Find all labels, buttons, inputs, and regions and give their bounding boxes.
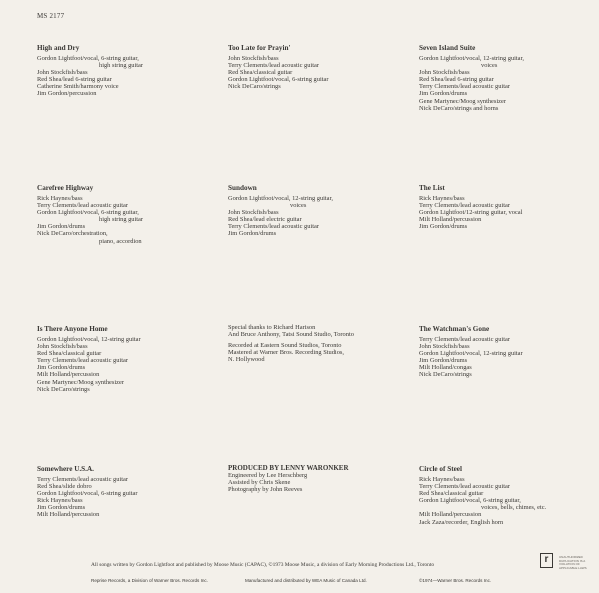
distribution-note: Manufactured and distributed by WEA Music of Canada Ltd. [245,578,367,583]
credit-line: Terry Clements/lead acoustic guitar [228,62,319,70]
song-block-9 [37,465,197,519]
credit-line: Gordon Lightfoot/vocal, 12-string guitar, [228,195,333,202]
credit-line: Gordon Lightfoot/vocal, 6-string guitar, [37,55,139,62]
song-block-5 [228,184,388,238]
credit-line: voices [290,202,307,210]
credit-line: Terry Clements/lead acoustic guitar [419,483,510,491]
credit-line: Jim Gordon/drums [419,357,468,365]
song-block-6 [419,184,579,230]
credit-line: Milt Holland/percussion [37,371,100,379]
thanks-block [228,324,403,363]
credit-line: Catherine Smith/harmony voice [37,83,119,91]
song-title: Too Late for Prayin' [228,44,291,52]
credit-line: Nick DeCaro/orchestration, [37,230,108,238]
credit-line: John Stockfish/bass [228,209,279,217]
credit-line: John Stockfish/bass [37,343,88,351]
credit-line: Red Shea/classical guitar [419,490,484,498]
credit-line: Gordon Lightfoot/vocal, 12-string guitar, [419,55,524,62]
credit-line: John Stockfish/bass [419,343,470,351]
song-title: The List [419,184,445,192]
song-block-1 [37,44,197,98]
credit-line: Rick Haynes/bass [37,195,83,202]
recorded-line: Mastered at Warner Bros. Recording Studios, [228,349,344,357]
credit-line: Rick Haynes/bass [419,195,465,202]
credit-line: Gordon Lightfoot/vocal, 6-string guitar, [419,497,521,505]
credit-line: Milt Holland/percussion [419,511,482,519]
song-title: Circle of Steel [419,465,462,473]
credit-line: Nick DeCaro/strings and horns [419,104,499,112]
credit-line: Jim Gordon/drums [37,364,86,372]
song-title: High and Dry [37,44,80,52]
song-title: Sundown [228,184,257,192]
credit-line: Nick DeCaro/strings [37,385,90,393]
credit-line: Nick DeCaro/strings [228,83,281,91]
song-block-4 [37,184,197,245]
credit-line: John Stockfish/bass [37,69,88,77]
credit-line: Milt Holland/congas [419,364,472,372]
label-note: Reprise Records, a Division of Warner Bros. Records Inc. [91,578,209,583]
song-block-8 [419,325,579,379]
credit-line: Jack Zaza/recorder, English horn [419,518,504,526]
credit-line: Gordon Lightfoot/vocal, 12-string guitar [37,336,141,343]
credit-line: Jim Gordon/drums [419,223,468,231]
production-credit: Photography by John Reeves [228,486,303,494]
production-credit: Engineered by Lee Herschberg [228,472,308,480]
production-credit: Assisted by Chris Skene [228,479,291,487]
credit-line: Jim Gordon/drums [228,230,277,238]
catalog-number: MS 2177 [37,12,65,20]
credit-line: high string guitar [99,216,144,224]
credit-line: Gene Martynec/Moog synthesizer [419,97,506,105]
credit-line: Milt Holland/percussion [37,511,100,519]
song-title: Somewhere U.S.A. [37,465,94,473]
production-block [228,465,388,493]
credit-line: Red Shea/lead 6-string guitar [419,76,494,84]
credit-line: Terry Clements/lead acoustic guitar [228,223,319,231]
reprise-logo-icon: r [540,553,553,568]
producer-credit: PRODUCED BY LENNY WARONKER [228,464,349,472]
recorded-line: N. Hollywood [228,356,265,364]
song-block-7 [37,325,197,393]
song-block-2 [228,44,388,90]
song-title: Carefree Highway [37,184,94,192]
credit-line: Red Shea/slide dobro [37,483,92,491]
song-title: Seven Island Suite [419,44,476,52]
credit-line: Terry Clements/lead acoustic guitar [419,336,510,343]
credit-line: Gordon Lightfoot/vocal, 6-string guitar [37,490,138,498]
songwriting-note: All songs written by Gordon Lightfoot and published by Moose Music (CAPAC), ©1973 Moose Music, a division of Early Morning Productions Ltd., Toronto [91,562,435,568]
credit-line: Gordon Lightfoot/12-string guitar, vocal [419,209,523,217]
song-block-3 [419,44,579,112]
credit-line: Milt Holland/percussion [419,216,482,224]
credit-line: John Stockfish/bass [228,55,279,62]
credit-line: piano, accordion [99,237,142,245]
credit-line: Terry Clements/lead acoustic guitar [37,357,128,365]
credit-line: Nick DeCaro/strings [419,371,472,379]
credit-line: voices, bells, chimes, etc. [481,504,547,512]
credit-line: Jim Gordon/drums [37,223,86,231]
credit-line: high string guitar [99,62,144,70]
thanks-line: Special thanks to Richard Harison [228,324,316,331]
credit-line: Gene Martynec/Moog synthesizer [37,378,124,386]
song-block-10 [419,465,579,526]
recorded-line: Recorded at Eastern Sound Studios, Toronto [228,342,342,350]
thanks-line: And Bruce Anthony, Tatsi Sound Studio, Toronto [228,331,354,339]
credit-line: Gordon Lightfoot/vocal, 6-string guitar, [37,209,139,217]
credit-line: Gordon Lightfoot/vocal, 6-string guitar [228,76,329,84]
song-title: The Watchman's Gone [419,325,490,333]
credit-line: voices [481,62,498,70]
fineprint: UNAUTHORIZED DUPLICATION IS A VIOLATION OF APPLICABLE LAWS [559,555,587,570]
credit-line: Gordon Lightfoot/vocal, 12-string guitar [419,350,523,358]
credit-line: Terry Clements/lead acoustic guitar [37,202,128,210]
credit-line: Jim Gordon/drums [37,504,86,512]
copyright-note: ©1974—Warner Bros. Records Inc. [419,578,492,583]
credit-line: Terry Clements/lead acoustic guitar [37,476,128,483]
credit-line: Terry Clements/lead acoustic guitar [419,83,510,91]
credit-line: Red Shea/classical guitar [37,350,102,358]
credit-line: Terry Clements/lead acoustic guitar [419,202,510,210]
credit-line: Jim Gordon/percussion [37,90,97,98]
credit-line: Rick Haynes/bass [419,476,465,483]
credit-line: Red Shea/lead 6-string guitar [37,76,112,84]
credit-line: Rick Haynes/bass [37,497,83,505]
credit-line: Red Shea/lead electric guitar [228,216,302,224]
song-title: Is There Anyone Home [37,325,108,333]
credit-line: Jim Gordon/drums [419,90,468,98]
credit-line: Red Shea/classical guitar [228,69,293,77]
credit-line: John Stockfish/bass [419,69,470,77]
